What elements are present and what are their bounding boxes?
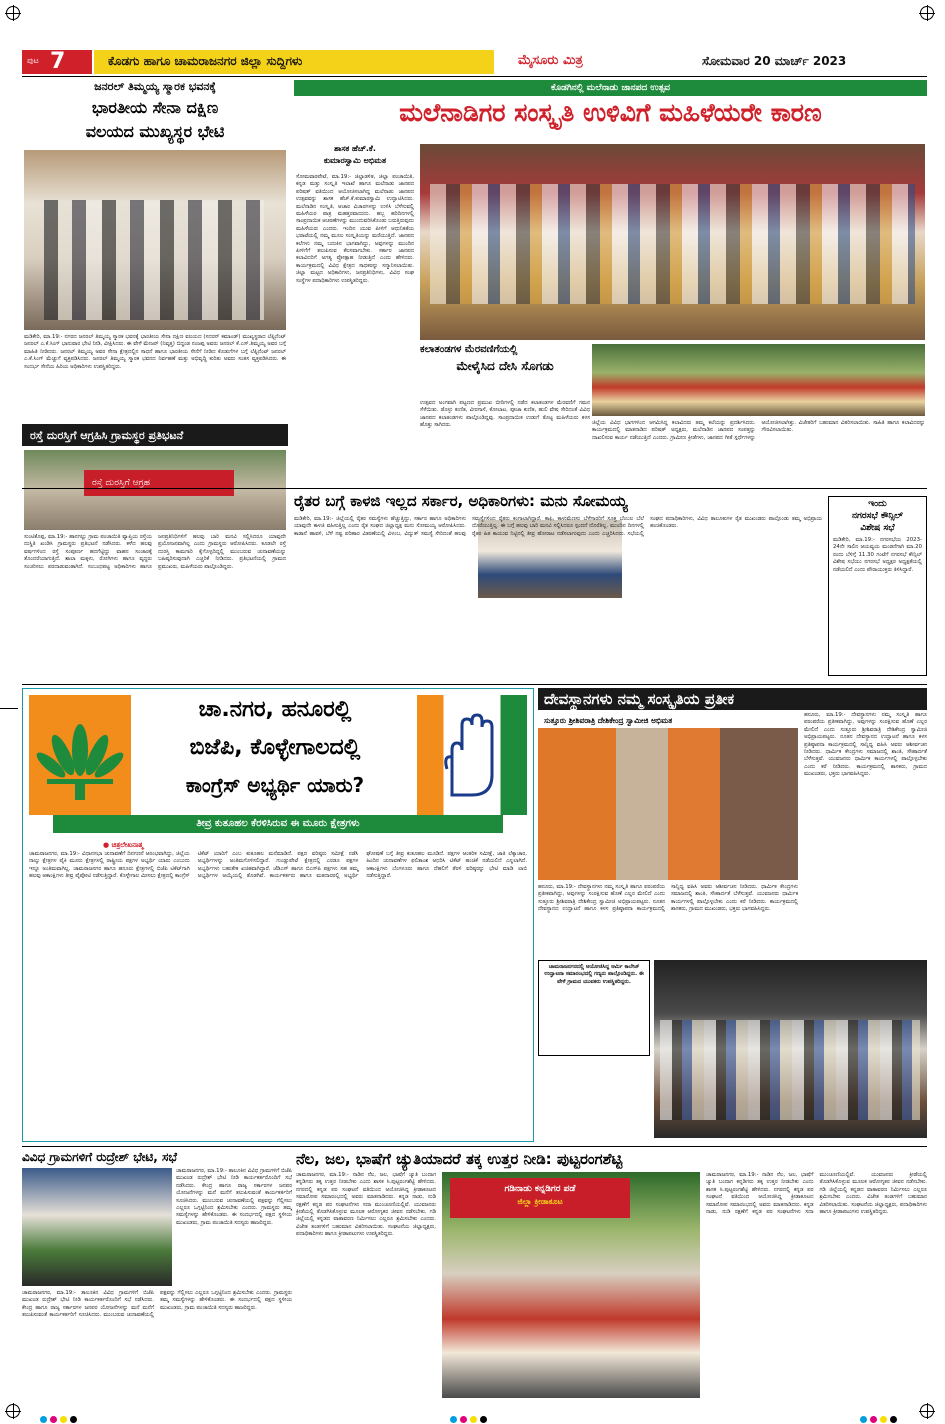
- story-army: [22, 80, 288, 420]
- election-headline-1: ಚಾ.ನಗರ, ಹನೂರಲ್ಲಿ: [198, 697, 352, 722]
- language-body-right: ಚಾಮರಾಜನಗರ, ಮಾ.19:- ನಾಡಿನ ನೆಲ, ಜಲ, ಭಾಷೆಗೆ ಚ್ಯುತಿ ಬಂದಾಗ ಕನ್ನಡಿಗರು ತಕ್ಕ ಉತ್ತರ ನೀಡಬೇಕು ಎಂದು ಶಾಸಕ ಸಿ.ಪುಟ್ಟರಂಗಶೆಟ್ಟಿ ಹೇಳಿದರು. ನಗರದಲ್ಲಿ ಕನ್ನಡ ಪರ ಸಂಘಟನೆ ವತಿಯಿಂದ ಆಯೋಜಿಸಿದ್ದ ಕ್ರೀಡಾಕೂಟದ ಸಮಾರೋಪ ಸಮಾರಂಭದಲ್ಲಿ ಅವರು ಮಾತನಾಡಿದರು. ಕನ್ನಡ ನಾಡು, ನುಡಿ ರಕ್ಷಣೆಗೆ ಕನ್ನಡ ಪರ ಸಂಘಟನೆಗಳು ಸದಾ ಮುಂಚೂಣಿಯಲ್ಲಿವೆ. ಯುವಜನರು ಕ್ರೀಡೆಯಲ್ಲಿ ತೊಡಗಿಸಿಕೊಳ್ಳುವ ಮೂಲಕ ಆರೋಗ್ಯಕರ ಜೀವನ ನಡೆಸಬೇಕು. ಗಡಿ ಜಿಲ್ಲೆಯಲ್ಲಿ ಕನ್ನಡದ ವಾತಾವರಣ ನಿರ್ಮಿಸಲು ಎಲ್ಲರೂ ಶ್ರಮಿಸಬೇಕು ಎಂದರು. ವಿಜೇತ ತಂಡಗಳಿಗೆ ಬಹುಮಾನ ವಿತರಿಸಲಾಯಿತು. ಸಂಘಟನೆಯ ಜಿಲ್ಲಾಧ್ಯಕ್ಷರು, ಪದಾಧಿಕಾರಿಗಳು ಹಾಗೂ ಕ್ರೀಡಾಪಟುಗಳು ಉಪಸ್ಥಿತರಿದ್ದರು.: [706, 1172, 927, 1216]
- malenadu-byline-2: ಕುಮಾರಸ್ವಾಮಿ ಅಭಿಮತ: [323, 156, 387, 165]
- election-body: ಚಾಮರಾಜನಗರ, ಮಾ.19:- ವಿಧಾನಸಭಾ ಚುನಾವಣೆಗೆ ದಿನಗಣನೆ ಆರಂಭವಾಗಿದ್ದು, ಜಿಲ್ಲೆಯ ನಾಲ್ಕು ಕ್ಷೇತ್ರಗಳ ಪೈಕಿ ಮೂರು ಕ್ಷೇತ್ರಗಳಲ್ಲಿ ರಾಷ್ಟ್ರೀಯ ಪಕ್ಷಗಳ ಅಭ್ಯರ್ಥಿ ಯಾರು ಎಂಬುದು ಇನ್ನೂ ಅಂತಿಮವಾಗಿಲ್ಲ. ಚಾಮರಾಜನಗರ ಹಾಗೂ ಹನೂರು ಕ್ಷೇತ್ರಗಳಲ್ಲಿ ಬಿಜೆಪಿ ಟಿಕೆಟ್‌ಗಾಗಿ ಹಲವು ಆಕಾಂಕ್ಷಿಗಳು ತೀವ್ರ ಪೈಪೋಟಿ ನಡೆಸುತ್ತಿದ್ದಾರೆ. ಕೊಳ್ಳೇಗಾಲ ಮೀಸಲು ಕ್ಷೇತ್ರದಲ್ಲಿ ಕಾಂಗ್ರೆಸ್ ಟಿಕೆಟ್ ಯಾರಿಗೆ ಎಂಬ ಕುತೂಹಲ ಮನೆಮಾಡಿದೆ. ಪಕ್ಷದ ವರಿಷ್ಠರು ಸಮೀಕ್ಷೆ ನಡೆಸಿ ಅಭ್ಯರ್ಥಿಗಳನ್ನು ಅಂತಿಮಗೊಳಿಸಲಿದ್ದಾರೆ. ಗುಂಡ್ಲುಪೇಟೆ ಕ್ಷೇತ್ರದಲ್ಲಿ ಎರಡೂ ಪಕ್ಷಗಳ ಅಭ್ಯರ್ಥಿಗಳು ಬಹುತೇಕ ಖಚಿತವಾಗಿದ್ದಾರೆ. ಜೆಡಿಎಸ್ ಹಾಗೂ ಬಿಎಸ್‌ಪಿ ಪಕ್ಷಗಳು ಸಹ ತಮ್ಮ ಅಭ್ಯರ್ಥಿಗಳ ಆಯ್ಕೆಯಲ್ಲಿ ತೊಡಗಿವೆ. ಕಾರ್ಯಕರ್ತರು ಹಾಗೂ ಮತದಾರರಲ್ಲಿ ಅಭ್ಯರ್ಥಿ ಘೋಷಣೆ ಬಗ್ಗೆ ತೀವ್ರ ಕುತೂಹಲ ಮೂಡಿದೆ. ಪಕ್ಷಗಳ ಆಂತರಿಕ ಸಮೀಕ್ಷೆ, ಜಾತಿ ಲೆಕ್ಕಾಚಾರ, ಹಿಂದಿನ ಚುನಾವಣೆಗಳ ಫಲಿತಾಂಶ ಆಧರಿಸಿ ಟಿಕೆಟ್ ಹಂಚಿಕೆ ನಡೆಯಲಿದೆ ಎನ್ನಲಾಗಿದೆ. ಆಕಾಂಕ್ಷಿಗಳು ಬೆಂಗಳೂರು ಹಾಗೂ ದೆಹಲಿಗೆ ತೆರಳಿ ವರಿಷ್ಠರನ್ನು ಭೇಟಿ ಮಾಡಿ ಲಾಬಿ ನಡೆಸುತ್ತಿದ್ದಾರೆ.: [29, 851, 527, 880]
- congress-logo: [417, 695, 527, 815]
- malenadu-photo-people: [430, 184, 915, 304]
- protest-banner: [84, 470, 234, 496]
- malenadu-main-photo: [420, 144, 925, 340]
- malenadu-headline: ಮಲೆನಾಡಿಗರ ಸಂಸ್ಕೃತಿ ಉಳಿವಿಗೆ ಮಹಿಳೆಯರೇ ಕಾರಣ: [399, 98, 822, 127]
- page-label: ಪುಟ: [27, 56, 39, 65]
- malenadu-kicker: ಕೊಡಗಿನಲ್ಲಿ ಮಲೆನಾಡು ಜಾನಪದ ಉತ್ಸವ: [550, 83, 671, 93]
- army-headline-1: ಜನರಲ್ ತಿಮ್ಮಯ್ಯ ಸ್ಮಾರಕ ಭವನಕ್ಕೆ: [94, 80, 216, 93]
- protest-headline-bar: [22, 424, 288, 446]
- villages-headline: ವಿವಿಧ ಗ್ರಾಮಗಳಿಗೆ ರುದ್ರೇಶ್ ಭೇಟಿ, ಸಭೆ: [22, 1150, 178, 1164]
- army-photo-figures: [44, 200, 264, 320]
- malenadu-byline-box: [296, 144, 414, 170]
- malenadu-body: ಸೋಮವಾರಪೇಟೆ, ಮಾ.19:- ಜಿಲ್ಲಾಡಳಿತ, ಜಿಲ್ಲಾ ಪಂಚಾಯಿತಿ, ಕನ್ನಡ ಮತ್ತು ಸಂಸ್ಕೃತಿ ಇಲಾಖೆ ಹಾಗೂ ಮಲೆನಾಡು ಜಾನಪದ ಪರಿಷತ್ ವತಿಯಿಂದ ಆಯೋಜಿಸಲಾಗಿದ್ದ ಮಲೆನಾಡು ಜಾನಪದ ಉತ್ಸವವನ್ನು ಶಾಸಕ ಹೆಚ್.ಕೆ.ಕುಮಾರಸ್ವಾಮಿ ಉದ್ಘಾಟಿಸಿದರು. ಮಲೆನಾಡಿನ ಸಂಸ್ಕೃತಿ, ಆಚಾರ ವಿಚಾರಗಳನ್ನು ಉಳಿಸಿ ಬೆಳೆಸುವಲ್ಲಿ ಮಹಿಳೆಯರ ಪಾತ್ರ ಮಹತ್ತರವಾದುದು. ಹಬ್ಬ ಹರಿದಿನಗಳಲ್ಲಿ ಸಾಂಪ್ರದಾಯಿಕ ಆಚರಣೆಗಳನ್ನು ಮುಂದುವರಿಸಿಕೊಂಡು ಬರುತ್ತಿರುವುದು ಮಹಿಳೆಯರು ಎಂದರು. ಇಂದಿನ ಯುವ ಪೀಳಿಗೆ ಆಧುನಿಕತೆಯ ಭರಾಟೆಯಲ್ಲಿ ನಮ್ಮ ಮೂಲ ಸಂಸ್ಕೃತಿಯನ್ನು ಮರೆಯುತ್ತಿದೆ. ಜಾನಪದ ಕಲೆಗಳು ನಮ್ಮ ಬದುಕಿನ ಭಾಗವಾಗಿದ್ದು, ಅವುಗಳನ್ನು ಮುಂದಿನ ಪೀಳಿಗೆಗೆ ತಲುಪಿಸುವ ಕೆಲಸವಾಗಬೇಕು. ಸರ್ಕಾರ ಜಾನಪದ ಕಲಾವಿದರಿಗೆ ಅಗತ್ಯ ಪ್ರೋತ್ಸಾಹ ನೀಡುತ್ತಿದೆ ಎಂದು ಹೇಳಿದರು. ಕಾರ್ಯಕ್ರಮದಲ್ಲಿ ವಿವಿಧ ಕ್ಷೇತ್ರದ ಸಾಧಕರನ್ನು ಸನ್ಮಾನಿಸಲಾಯಿತು. ಜಿಲ್ಲಾ ಮಟ್ಟದ ಅಧಿಕಾರಿಗಳು, ಜನಪ್ರತಿನಿಧಿಗಳು, ವಿವಿಧ ಸಂಘ ಸಂಸ್ಥೆಗಳ ಪದಾಧಿಕಾರಿಗಳು ಉಪಸ್ಥಿತರಿದ್ದರು.: [296, 174, 414, 284]
- farmers-headline: ರೈತರ ಬಗ್ಗೆ ಕಾಳಜಿ ಇಲ್ಲದ ಸರ್ಕಾರ, ಅಧಿಕಾರಿಗಳು: ಮನು ಸೋಮಯ್ಯ: [294, 492, 628, 510]
- army-headline-2: ಭಾರತೀಯ ಸೇನಾ ದಕ್ಷಿಣ: [91, 98, 219, 117]
- election-headline-3: ಕಾಂಗ್ರೆಸ್ ಅಭ್ಯರ್ಥಿ ಯಾರು?: [185, 773, 365, 797]
- election-subhead: ತೀವ್ರ ಕುತೂಹಲ ಕೆರಳಿಸಿರುವ ಈ ಮೂರು ಕ್ಷೇತ್ರಗಳು: [196, 818, 360, 829]
- temples-caption: ಚಾಮರಾಜನಗರದಲ್ಲಿ ಆಯೋಜಿಸಿದ್ದ ಆರ್ಮಿ ಕಾಲೇಜ್ ಉದ್ಘಾಟನಾ ಸಮಾರಂಭದಲ್ಲಿ ಗಣ್ಯರು ಪಾಲ್ಗೊಂಡಿದ್ದರು. ಈ ವೇಳೆ ಗ್ರಾಮದ ಯುವಕರು ಉಪಸ್ಥಿತರಿದ್ದರು.: [544, 964, 644, 985]
- story-malenadu: [294, 80, 927, 486]
- paper-name: ಮೈಸೂರು ಮಿತ್ರ: [518, 53, 583, 68]
- color-bar-right: [860, 1408, 900, 1424]
- malenadu-sub-body: ಉತ್ಸವದ ಅಂಗವಾಗಿ ಪಟ್ಟಣದ ಪ್ರಮುಖ ಬೀದಿಗಳಲ್ಲಿ ನಡೆದ ಕಲಾತಂಡಗಳ ಮೆರವಣಿಗೆ ಗಮನ ಸೆಳೆಯಿತು. ಡೊಳ್ಳು ಕುಣಿತ, ವೀರಗಾಸೆ, ಕೋಲಾಟ, ಪೂಜಾ ಕುಣಿತ, ಹುಲಿ ವೇಷ ಸೇರಿದಂತೆ ವಿವಿಧ ಜಾನಪದ ಕಲಾತಂಡಗಳು ಪಾಲ್ಗೊಂಡಿದ್ದವು. ಸಾಂಪ್ರದಾಯಿಕ ಉಡುಗೆ ತೊಟ್ಟ ಮಹಿಳೆಯರು ಕಳಸ ಹೊತ್ತು ಸಾಗಿದರು.: [420, 400, 590, 429]
- protest-banner-text: ರಸ್ತೆ ದುರಸ್ತಿಗೆ ಆಗ್ರಹ: [92, 478, 151, 488]
- notice-title-1: ಇಂದು: [868, 499, 887, 509]
- story-language: [296, 1150, 927, 1400]
- notice-body: ಮಡಿಕೇರಿ, ಮಾ.19:- ನಗರಸಭೆಯ 2023-24ನೇ ಸಾಲಿನ ಆಯವ್ಯಯ ಮಂಡನೆಗಾಗಿ ಮಾ.20 ರಂದು ಬೆಳಿಗ್ಗೆ 11.30 ಗಂಟೆಗೆ ನಗರಸಭೆ ಕೌನ್ಸಿಲ್ ವಿಶೇಷ ಸಭೆಯು ನಗರಸಭೆ ಅಧ್ಯಕ್ಷರ ಅಧ್ಯಕ್ಷತೆಯಲ್ಲಿ ನಡೆಯಲಿದೆ ಎಂದು ಪೌರಾಯುಕ್ತರು ತಿಳಿಸಿದ್ದಾರೆ.: [833, 537, 922, 573]
- color-bar-center: [450, 1408, 490, 1424]
- temples-caption-box: [538, 960, 650, 1056]
- section-title: ಕೊಡಗು ಹಾಗೂ ಚಾಮರಾಜನಗರ ಜಿಲ್ಲಾ ಸುದ್ದಿಗಳು: [108, 54, 303, 68]
- language-headline: ನೆಲ, ಜಲ, ಭಾಷೆಗೆ ಚ್ಯುತಿಯಾದರೆ ತಕ್ಕ ಉತ್ತರ ನೀಡಿ: ಪುಟ್ಟರಂಗಶೆಟ್ಟಿ: [296, 1150, 623, 1168]
- language-photo: [442, 1172, 700, 1398]
- group-photo-people: [660, 1020, 920, 1120]
- section-title-box: [94, 50, 494, 74]
- hand-icon: [417, 695, 527, 815]
- story-election: [22, 688, 534, 1142]
- language-banner-text-2: ಜಿಲ್ಲಾ ಕ್ರೀಡಾಕೂಟ: [517, 1197, 563, 1206]
- protest-headline: ರಸ್ತೆ ದುರಸ್ತಿಗೆ ಆಗ್ರಹಿಸಿ ಗ್ರಾಮಸ್ಥರ ಪ್ರತಿಭಟನೆ: [30, 429, 184, 442]
- page-date: ಸೋಮವಾರ 20 ಮಾರ್ಚ್ 2023: [702, 54, 847, 68]
- malenadu-side-body: ಜಿಲ್ಲೆಯ ವಿವಿಧ ಭಾಗಗಳಿಂದ ಆಗಮಿಸಿದ್ದ ಕಲಾವಿದರು ತಮ್ಮ ಕಲೆಯನ್ನು ಪ್ರದರ್ಶಿಸಿದರು. ಕಾರ್ಯಕ್ರಮದಲ್ಲಿ ಮಾತನಾಡಿದ ಪರಿಷತ್ ಅಧ್ಯಕ್ಷರು, ಮಲೆನಾಡಿನ ಜಾನಪದ ಸಂಪತ್ತನ್ನು ದಾಖಲಿಸುವ ಕಾರ್ಯ ನಡೆಯುತ್ತಿದೆ ಎಂದರು. ಗ್ರಾಮೀಣ ಕ್ರೀಡೆಗಳು, ಜಾನಪದ ಗೀತೆ ಸ್ಪರ್ಧೆಗಳನ್ನು ಆಯೋಜಿಸಲಾಗಿತ್ತು. ವಿಜೇತರಿಗೆ ಬಹುಮಾನ ವಿತರಿಸಲಾಯಿತು. ಸಾಹಿತಿ ಹಾಗೂ ಕಲಾವಿದರನ್ನು ಗೌರವಿಸಲಾಯಿತು.: [592, 420, 925, 441]
- story-villages: [22, 1150, 292, 1400]
- procession-photo: [592, 344, 925, 416]
- malenadu-sub-headline-2: ಮೇಳೈಸಿದ ದೇಸಿ ಸೊಗಡು: [456, 359, 554, 373]
- villages-body: ಚಾಮರಾಜನಗರ, ಮಾ.19:- ತಾಲೂಕಿನ ವಿವಿಧ ಗ್ರಾಮಗಳಿಗೆ ಬಿಜೆಪಿ ಮುಖಂಡ ರುದ್ರೇಶ್ ಭೇಟಿ ನೀಡಿ ಕಾರ್ಯಕರ್ತರೊಂದಿಗೆ ಸಭೆ ನಡೆಸಿದರು. ಕೇಂದ್ರ ಹಾಗೂ ರಾಜ್ಯ ಸರ್ಕಾರಗಳ ಜನಪರ ಯೋಜನೆಗಳನ್ನು ಮನೆ ಮನೆಗೆ ತಲುಪಿಸುವಂತೆ ಕಾರ್ಯಕರ್ತರಿಗೆ ಸೂಚಿಸಿದರು. ಮುಂಬರುವ ಚುನಾವಣೆಯಲ್ಲಿ ಪಕ್ಷವನ್ನು ಗೆಲ್ಲಿಸಲು ಎಲ್ಲರೂ ಒಗ್ಗಟ್ಟಿನಿಂದ ಶ್ರಮಿಸಬೇಕು ಎಂದರು. ಗ್ರಾಮಸ್ಥರು ತಮ್ಮ ಸಮಸ್ಯೆಗಳನ್ನು ಹೇಳಿಕೊಂಡರು. ಈ ಸಂದರ್ಭದಲ್ಲಿ ಪಕ್ಷದ ಸ್ಥಳೀಯ ಮುಖಂಡರು, ಗ್ರಾಮ ಪಂಚಾಯಿತಿ ಸದಸ್ಯರು ಹಾಜರಿದ್ದರು.: [176, 1168, 292, 1226]
- notice-box: [828, 496, 927, 676]
- army-body: ಮಡಿಕೇರಿ, ಮಾ.19:- ನಗರದ ಜನರಲ್ ತಿಮ್ಮಯ್ಯ ಸ್ಮಾರಕ ಭವನಕ್ಕೆ ಭಾರತೀಯ ಸೇನಾ ದಕ್ಷಿಣ ವಲಯದ (ಸದರನ್ ಕಮಾಂಡ್) ಮುಖ್ಯಸ್ಥರಾದ ಲೆಫ್ಟಿನೆಂಟ್ ಜನರಲ್ ಎ.ಕೆ.ಸಿಂಗ್ ಭಾನುವಾರ ಭೇಟಿ ನೀಡಿ, ವೀಕ್ಷಿಸಿದರು. ಈ ವೇಳೆ ಮೇಜರ್ (ನಿವೃತ್ತ) ಬಿದ್ದಂಡ ನಂಜಪ್ಪ ಅವರು ಜನರಲ್ ಕೆ.ಎಸ್.ತಿಮ್ಮಯ್ಯ ಅವರ ಬಗ್ಗೆ ಮಾಹಿತಿ ನೀಡಿದರು. ಜನರಲ್ ತಿಮ್ಮಯ್ಯ ಅವರ ಸೇನಾ ಕ್ಷೇತ್ರದಲ್ಲಿನ ಸಾಧನೆ ಹಾಗೂ ಭಾರತೀಯ ಸೇನೆಗೆ ನೀಡಿದ ಕೊಡುಗೆಗಳ ಬಗ್ಗೆ ಲೆಫ್ಟಿನೆಂಟ್ ಜನರಲ್ ಎ.ಕೆ.ಸಿಂಗ್ ಮೆಚ್ಚುಗೆ ವ್ಯಕ್ತಪಡಿಸಿದರು. ಜನರಲ್ ತಿಮ್ಮಯ್ಯ ಸ್ಮಾರಕ ಭವನದ ನಿರ್ವಹಣೆ ಮತ್ತು ಅಭಿವೃದ್ಧಿ ಕುರಿತು ಅವರು ಸಂತಸ ವ್ಯಕ್ತಪಡಿಸಿದರು. ಈ ಸಂದರ್ಭ ಸೇನೆಯ ಹಿರಿಯ ಅಧಿಕಾರಿಗಳು ಉಪಸ್ಥಿತರಿದ್ದರು.: [24, 334, 286, 370]
- election-header-panel: [23, 689, 532, 829]
- story-protest: [22, 424, 288, 674]
- temples-headline: ದೇವಸ್ಥಾನಗಳು ನಮ್ಮ ಸಂಸ್ಕೃತಿಯ ಪ್ರತೀಕ: [538, 688, 927, 710]
- temples-body: ಹನೂರು, ಮಾ.19:- ದೇವಸ್ಥಾನಗಳು ನಮ್ಮ ಸಂಸ್ಕೃತಿ ಹಾಗೂ ಪರಂಪರೆಯ ಪ್ರತೀಕವಾಗಿದ್ದು, ಅವುಗಳನ್ನು ಸಂರಕ್ಷಿಸುವ ಹೊಣೆ ಎಲ್ಲರ ಮೇಲಿದೆ ಎಂದು ಸುತ್ತೂರು ಶ್ರೀಶಿವರಾತ್ರಿ ದೇಶಿಕೇಂದ್ರ ಸ್ವಾಮೀಜಿ ಅಭಿಪ್ರಾಯಪಟ್ಟರು. ನೂತನ ದೇವಸ್ಥಾನದ ಉದ್ಘಾಟನೆ ಹಾಗೂ ಕಳಸ ಪ್ರತಿಷ್ಠಾಪನಾ ಕಾರ್ಯಕ್ರಮದಲ್ಲಿ ಸಾನ್ನಿಧ್ಯ ವಹಿಸಿ ಅವರು ಆಶೀರ್ವಚನ ನೀಡಿದರು. ಧಾರ್ಮಿಕ ಕೇಂದ್ರಗಳು ಸಮಾಜದಲ್ಲಿ ಶಾಂತಿ, ಸೌಹಾರ್ದತೆ ಬೆಳೆಸುತ್ತವೆ. ಯುವಜನರು ಧಾರ್ಮಿಕ ಕಾರ್ಯಗಳಲ್ಲಿ ಪಾಲ್ಗೊಳ್ಳಬೇಕು ಎಂದು ಕರೆ ನೀಡಿದರು. ಕಾರ್ಯಕ್ರಮದಲ್ಲಿ ಶಾಸಕರು, ಗ್ರಾಮದ ಮುಖಂಡರು, ಭಕ್ತರು ಭಾಗವಹಿಸಿದ್ದರು.: [538, 884, 798, 913]
- bjp-logo: [29, 695, 131, 815]
- notice-title-3: ವಿಶೇಷ ಸಭೆ: [860, 523, 895, 533]
- story-temples: [538, 688, 927, 1142]
- rule-mid: [22, 684, 927, 685]
- temples-kicker: ಸುತ್ತೂರು ಶ್ರೀಶಿವರಾತ್ರಿ ದೇಶಿಕೇಂದ್ರ ಸ್ವಾಮೀಜಿ ಅಭಿಮತ: [544, 716, 673, 725]
- masthead-rule: [22, 76, 927, 77]
- lotus-icon: [29, 695, 131, 815]
- temples-side-body: ಹನೂರು, ಮಾ.19:- ದೇವಸ್ಥಾನಗಳು ನಮ್ಮ ಸಂಸ್ಕೃತಿ ಹಾಗೂ ಪರಂಪರೆಯ ಪ್ರತೀಕವಾಗಿದ್ದು, ಅವುಗಳನ್ನು ಸಂರಕ್ಷಿಸುವ ಹೊಣೆ ಎಲ್ಲರ ಮೇಲಿದೆ ಎಂದು ಸುತ್ತೂರು ಶ್ರೀಶಿವರಾತ್ರಿ ದೇಶಿಕೇಂದ್ರ ಸ್ವಾಮೀಜಿ ಅಭಿಪ್ರಾಯಪಟ್ಟರು. ನೂತನ ದೇವಸ್ಥಾನದ ಉದ್ಘಾಟನೆ ಹಾಗೂ ಕಳಸ ಪ್ರತಿಷ್ಠಾಪನಾ ಕಾರ್ಯಕ್ರಮದಲ್ಲಿ ಸಾನ್ನಿಧ್ಯ ವಹಿಸಿ ಅವರು ಆಶೀರ್ವಚನ ನೀಡಿದರು. ಧಾರ್ಮಿಕ ಕೇಂದ್ರಗಳು ಸಮಾಜದಲ್ಲಿ ಶಾಂತಿ, ಸೌಹಾರ್ದತೆ ಬೆಳೆಸುತ್ತವೆ. ಯುವಜನರು ಧಾರ್ಮಿಕ ಕಾರ್ಯಗಳಲ್ಲಿ ಪಾಲ್ಗೊಳ್ಳಬೇಕು ಎಂದು ಕರೆ ನೀಡಿದರು. ಕಾರ್ಯಕ್ರಮದಲ್ಲಿ ಶಾಸಕರು, ಗ್ರಾಮದ ಮುಖಂಡರು, ಭಕ್ತರು ಭಾಗವಹಿಸಿದ್ದರು.: [804, 712, 927, 778]
- protest-photo: [24, 450, 286, 530]
- story-farmers: [294, 492, 824, 682]
- malenadu-sub-headline-1: ಕಲಾತಂಡಗಳ ಮೆರವಣಿಗೆಯಲ್ಲಿ: [420, 344, 518, 355]
- color-bar-left: [40, 1408, 80, 1424]
- malenadu-sub-headline-box: [420, 344, 590, 398]
- villages-photo: [22, 1168, 172, 1286]
- registration-mark-bottom-left: [6, 1404, 20, 1418]
- villages-body-cont: ಚಾಮರಾಜನಗರ, ಮಾ.19:- ತಾಲೂಕಿನ ವಿವಿಧ ಗ್ರಾಮಗಳಿಗೆ ಬಿಜೆಪಿ ಮುಖಂಡ ರುದ್ರೇಶ್ ಭೇಟಿ ನೀಡಿ ಕಾರ್ಯಕರ್ತರೊಂದಿಗೆ ಸಭೆ ನಡೆಸಿದರು. ಕೇಂದ್ರ ಹಾಗೂ ರಾಜ್ಯ ಸರ್ಕಾರಗಳ ಜನಪರ ಯೋಜನೆಗಳನ್ನು ಮನೆ ಮನೆಗೆ ತಲುಪಿಸುವಂತೆ ಕಾರ್ಯಕರ್ತರಿಗೆ ಸೂಚಿಸಿದರು. ಮುಂಬರುವ ಚುನಾವಣೆಯಲ್ಲಿ ಪಕ್ಷವನ್ನು ಗೆಲ್ಲಿಸಲು ಎಲ್ಲರೂ ಒಗ್ಗಟ್ಟಿನಿಂದ ಶ್ರಮಿಸಬೇಕು ಎಂದರು. ಗ್ರಾಮಸ್ಥರು ತಮ್ಮ ಸಮಸ್ಯೆಗಳನ್ನು ಹೇಳಿಕೊಂಡರು. ಈ ಸಂದರ್ಭದಲ್ಲಿ ಪಕ್ಷದ ಸ್ಥಳೀಯ ಮುಖಂಡರು, ಗ್ರಾಮ ಪಂಚಾಯಿತಿ ಸದಸ್ಯರು ಹಾಜರಿದ್ದರು.: [22, 1290, 292, 1319]
- election-headline-2: ಬಿಜೆಪಿ, ಕೊಳ್ಳೇಗಾಲದಲ್ಲಿ: [189, 735, 361, 760]
- rule-top-section: [22, 488, 927, 489]
- language-banner: [450, 1178, 630, 1218]
- language-body-left: ಚಾಮರಾಜನಗರ, ಮಾ.19:- ನಾಡಿನ ನೆಲ, ಜಲ, ಭಾಷೆಗೆ ಚ್ಯುತಿ ಬಂದಾಗ ಕನ್ನಡಿಗರು ತಕ್ಕ ಉತ್ತರ ನೀಡಬೇಕು ಎಂದು ಶಾಸಕ ಸಿ.ಪುಟ್ಟರಂಗಶೆಟ್ಟಿ ಹೇಳಿದರು. ನಗರದಲ್ಲಿ ಕನ್ನಡ ಪರ ಸಂಘಟನೆ ವತಿಯಿಂದ ಆಯೋಜಿಸಿದ್ದ ಕ್ರೀಡಾಕೂಟದ ಸಮಾರೋಪ ಸಮಾರಂಭದಲ್ಲಿ ಅವರು ಮಾತನಾಡಿದರು. ಕನ್ನಡ ನಾಡು, ನುಡಿ ರಕ್ಷಣೆಗೆ ಕನ್ನಡ ಪರ ಸಂಘಟನೆಗಳು ಸದಾ ಮುಂಚೂಣಿಯಲ್ಲಿವೆ. ಯುವಜನರು ಕ್ರೀಡೆಯಲ್ಲಿ ತೊಡಗಿಸಿಕೊಳ್ಳುವ ಮೂಲಕ ಆರೋಗ್ಯಕರ ಜೀವನ ನಡೆಸಬೇಕು. ಗಡಿ ಜಿಲ್ಲೆಯಲ್ಲಿ ಕನ್ನಡದ ವಾತಾವರಣ ನಿರ್ಮಿಸಲು ಎಲ್ಲರೂ ಶ್ರಮಿಸಬೇಕು ಎಂದರು. ವಿಜೇತ ತಂಡಗಳಿಗೆ ಬಹುಮಾನ ವಿತರಿಸಲಾಯಿತು. ಸಂಘಟನೆಯ ಜಿಲ್ಲಾಧ್ಯಕ್ಷರು, ಪದಾಧಿಕಾರಿಗಳು ಹಾಗೂ ಕ್ರೀಡಾಪಟುಗಳು ಉಪಸ್ಥಿತರಿದ್ದರು.: [296, 1172, 436, 1238]
- election-reporter: ● ಚಿತ್ರಲೇಖನಾತ್ಮ: [103, 841, 144, 849]
- army-headline-3: ವಲಯದ ಮುಖ್ಯಸ್ಥರ ಭೇಟಿ: [85, 122, 225, 141]
- notice-title-2: ನಗರಸಭೆ ಕೌನ್ಸಿಲ್: [851, 511, 904, 521]
- masthead: [22, 50, 927, 74]
- registration-mark-top-right: [920, 6, 934, 20]
- rule-bottom: [22, 1146, 927, 1147]
- page-number-box: [22, 50, 92, 74]
- army-photo: [24, 150, 286, 330]
- election-subhead-bar: [53, 815, 503, 833]
- registration-mark-top-left: [6, 6, 20, 20]
- group-photo: [654, 960, 927, 1138]
- page-number: 7: [50, 49, 66, 74]
- farmers-body: ಮಡಿಕೇರಿ, ಮಾ.19:- ಜಿಲ್ಲೆಯಲ್ಲಿ ರೈತರ ಸಮಸ್ಯೆಗಳು ಹೆಚ್ಚುತ್ತಿದ್ದು, ಸರ್ಕಾರ ಹಾಗೂ ಅಧಿಕಾರಿಗಳು ಯಾವುದೇ ಕಾಳಜಿ ವಹಿಸುತ್ತಿಲ್ಲ ಎಂದು ರೈತ ಸಂಘದ ಜಿಲ್ಲಾಧ್ಯಕ್ಷ ಮನು ಸೋಮಯ್ಯ ಆರೋಪಿಸಿದರು. ಕಾಡಾನೆ ಹಾವಳಿ, ಬೆಳೆ ನಷ್ಟ ಪರಿಹಾರ ವಿತರಣೆಯಲ್ಲಿ ವಿಳಂಬ, ವಿದ್ಯುತ್ ಸಮಸ್ಯೆ ಸೇರಿದಂತೆ ಹಲವು ಸಮಸ್ಯೆಗಳಿಂದ ರೈತರು ಕಂಗಾಲಾಗಿದ್ದಾರೆ. ಕಾಫಿ, ಕಾಳುಮೆಣಸು ಬೆಳೆಗಾರರಿಗೆ ಸೂಕ್ತ ಬೆಂಬಲ ಬೆಲೆ ದೊರೆಯುತ್ತಿಲ್ಲ. ಈ ಬಗ್ಗೆ ಹಲವು ಬಾರಿ ಮನವಿ ಸಲ್ಲಿಸಿದರೂ ಸ್ಪಂದನೆ ದೊರೆತಿಲ್ಲ. ಮುಂದಿನ ದಿನಗಳಲ್ಲಿ ರೈತರ ಹಿತ ಕಾಯುವ ನಿಟ್ಟಿನಲ್ಲಿ ತೀವ್ರ ಹೋರಾಟ ನಡೆಸಲಾಗುವುದು ಎಂದು ಎಚ್ಚರಿಸಿದರು. ಸಭೆಯಲ್ಲಿ ಸಂಘದ ಪದಾಧಿಕಾರಿಗಳು, ವಿವಿಧ ತಾಲೂಕುಗಳ ರೈತ ಮುಖಂಡರು ಪಾಲ್ಗೊಂಡು ತಮ್ಮ ಅಭಿಪ್ರಾಯ ಹಂಚಿಕೊಂಡರು.: [294, 516, 822, 537]
- temples-photo: [538, 728, 798, 880]
- malenadu-kicker-bar: [294, 80, 927, 96]
- left-margin-mark: [0, 708, 18, 709]
- language-banner-text: ಗಡಿನಾಡು ಕನ್ನಡಿಗರ ಪಡೆ: [504, 1184, 576, 1194]
- malenadu-byline-1: ಶಾಸಕ ಹೆಚ್.ಕೆ.: [334, 144, 376, 153]
- registration-mark-bottom-right: [920, 1404, 934, 1418]
- protest-body: ಸುಂಟಿಕೊಪ್ಪ, ಮಾ.19:- ಹಾನಗಲ್ಲು ಗ್ರಾಮ ಪಂಚಾಯಿತಿ ವ್ಯಾಪ್ತಿಯ ರಸ್ತೆಯ ದುಸ್ಥಿತಿ ಖಂಡಿಸಿ ಗ್ರಾಮಸ್ಥರು ಪ್ರತಿಭಟನೆ ನಡೆಸಿದರು. ಕಳೆದ ಹಲವು ವರ್ಷಗಳಿಂದ ರಸ್ತೆ ಸಂಪೂರ್ಣ ಹದಗೆಟ್ಟಿದ್ದು ವಾಹನ ಸಂಚಾರಕ್ಕೆ ತೊಂದರೆಯಾಗುತ್ತಿದೆ. ಶಾಲಾ ಮಕ್ಕಳು, ರೋಗಿಗಳು ಹಾಗೂ ವೃದ್ಧರು ಸಂಚರಿಸಲು ಪರದಾಡುವಂತಾಗಿದೆ. ಸಂಬಂಧಪಟ್ಟ ಅಧಿಕಾರಿಗಳು ಹಾಗೂ ಜನಪ್ರತಿನಿಧಿಗಳಿಗೆ ಹಲವು ಬಾರಿ ಮನವಿ ಸಲ್ಲಿಸಿದರೂ ಯಾವುದೇ ಪ್ರಯೋಜನವಾಗಿಲ್ಲ ಎಂದು ಗ್ರಾಮಸ್ಥರು ಆರೋಪಿಸಿದರು. ಕೂಡಲೇ ರಸ್ತೆ ದುರಸ್ತಿ ಕಾಮಗಾರಿ ಕೈಗೊಳ್ಳದಿದ್ದಲ್ಲಿ ಮುಂಬರುವ ಚುನಾವಣೆಯನ್ನು ಬಹಿಷ್ಕರಿಸುವುದಾಗಿ ಎಚ್ಚರಿಕೆ ನೀಡಿದರು. ಪ್ರತಿಭಟನೆಯಲ್ಲಿ ಗ್ರಾಮದ ಪ್ರಮುಖರು, ಮಹಿಳೆಯರು ಪಾಲ್ಗೊಂಡಿದ್ದರು.: [24, 534, 286, 570]
